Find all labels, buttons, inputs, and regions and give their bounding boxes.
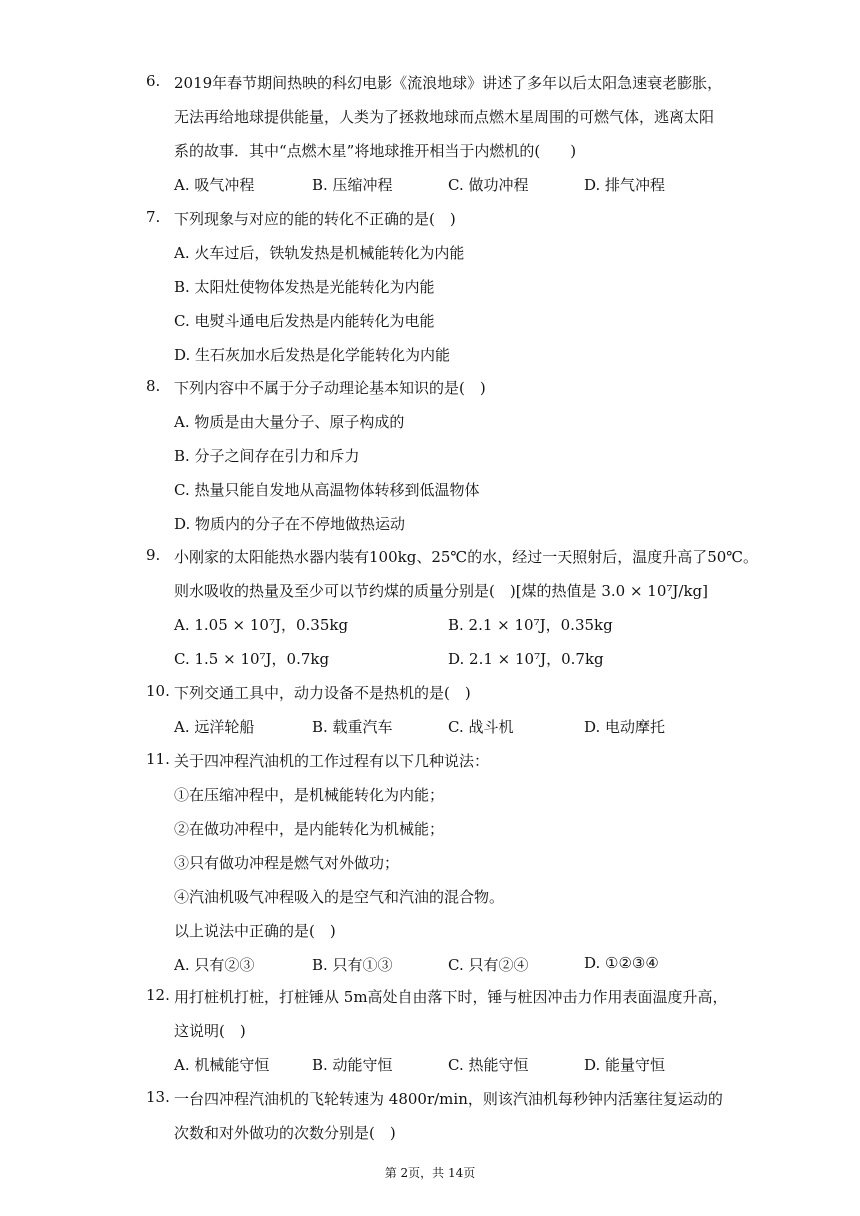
option-c: C. 战斗机 (448, 718, 514, 736)
question-text: 无法再给地球提供能量，人类为了拯救地球而点燃木星周围的可燃气体，逃离太阳 (174, 108, 715, 126)
option-d: D. 能量守恒 (584, 1056, 666, 1074)
option-a: A. 吸气冲程 (174, 176, 255, 194)
question-text: 则水吸收的热量及至少可以节约煤的质量分别是( )[煤的热值是 3.0 × 10⁷J/kg] (174, 582, 708, 600)
statement-3: ③只有做功冲程是燃气对外做功； (174, 854, 400, 872)
question-number: 7. (146, 208, 161, 226)
option-c: C. 只有②④ (448, 956, 529, 974)
question-number: 6. (146, 72, 161, 90)
page-footer: 第 2页，共 14页 (384, 1166, 476, 1180)
question-text: 这说明( ) (174, 1022, 246, 1040)
option-a: A. 火车过后，铁轨发热是机械能转化为内能 (174, 244, 465, 262)
option-b: B. 太阳灶使物体发热是光能转化为内能 (174, 278, 435, 296)
question-number: 12. (146, 986, 170, 1004)
question-text: 2019年春节期间热映的科幻电影《流浪地球》讲述了多年以后太阳急速衰老膨胀， (174, 74, 723, 92)
question-text: 小刚家的太阳能热水器内装有100kg、25℃的水，经过一天照射后，温度升高了50℃。 (174, 548, 759, 566)
option-d: D. 电动摩托 (584, 718, 666, 736)
question-number: 8. (146, 377, 161, 395)
question-text: 下列内容中不属于分子动理论基本知识的是( ) (174, 379, 486, 397)
option-b: B. 载重汽车 (312, 718, 393, 736)
option-a: A. 只有②③ (174, 956, 255, 974)
option-c: C. 1.5 × 10⁷J，0.7kg (174, 650, 330, 668)
option-d: D. 生石灰加水后发热是化学能转化为内能 (174, 346, 451, 364)
statement-1: ①在压缩冲程中，是机械能转化为内能； (174, 786, 445, 804)
option-c: C. 电熨斗通电后发热是内能转化为电能 (174, 312, 435, 330)
question-text: 下列现象与对应的能的转化不正确的是( ) (174, 210, 456, 228)
question-text: 用打桩机打桩，打桩锤从 5m高处自由落下时，锤与桩因冲击力作用表面温度升高， (174, 988, 728, 1006)
question-number: 13. (146, 1088, 170, 1106)
question-text: 下列交通工具中，动力设备不是热机的是( ) (174, 684, 471, 702)
option-c: C. 做功冲程 (448, 176, 529, 194)
option-d: D. 物质内的分子在不停地做热运动 (174, 515, 406, 533)
question-text: 次数和对外做功的次数分别是( ) (174, 1124, 396, 1142)
option-b: B. 只有①③ (312, 956, 393, 974)
option-a: A. 机械能守恒 (174, 1056, 270, 1074)
question-text: 系的故事．其中“点燃木星”将地球推开相当于内燃机的( ) (174, 142, 577, 160)
option-b: B. 压缩冲程 (312, 176, 393, 194)
question-text: 一台四冲程汽油机的飞轮转速为 4800r/min，则该汽油机每秒钟内活塞往复运动的 (174, 1090, 723, 1108)
option-d: D. 2.1 × 10⁷J，0.7kg (448, 650, 604, 668)
option-a: A. 远洋轮船 (174, 718, 255, 736)
option-d: D. ①②③④ (584, 954, 659, 972)
question-text: 以上说法中正确的是( ) (174, 922, 336, 940)
statement-2: ②在做功冲程中，是内能转化为机械能； (174, 820, 445, 838)
option-a: A. 物质是由大量分子、原子构成的 (174, 413, 405, 431)
question-number: 10. (146, 682, 170, 700)
option-b: B. 2.1 × 10⁷J，0.35kg (448, 616, 613, 634)
question-text: 关于四冲程汽油机的工作过程有以下几种说法： (174, 752, 490, 770)
question-number: 9. (146, 546, 161, 564)
statement-4: ④汽油机吸气冲程吸入的是空气和汽油的混合物。 (174, 888, 505, 906)
option-c: C. 热能守恒 (448, 1056, 529, 1074)
option-b: B. 分子之间存在引力和斥力 (174, 447, 360, 465)
question-number: 11. (146, 750, 170, 768)
option-c: C. 热量只能自发地从高温物体转移到低温物体 (174, 481, 480, 499)
option-b: B. 动能守恒 (312, 1056, 393, 1074)
option-a: A. 1.05 × 10⁷J，0.35kg (174, 616, 349, 634)
option-d: D. 排气冲程 (584, 176, 666, 194)
